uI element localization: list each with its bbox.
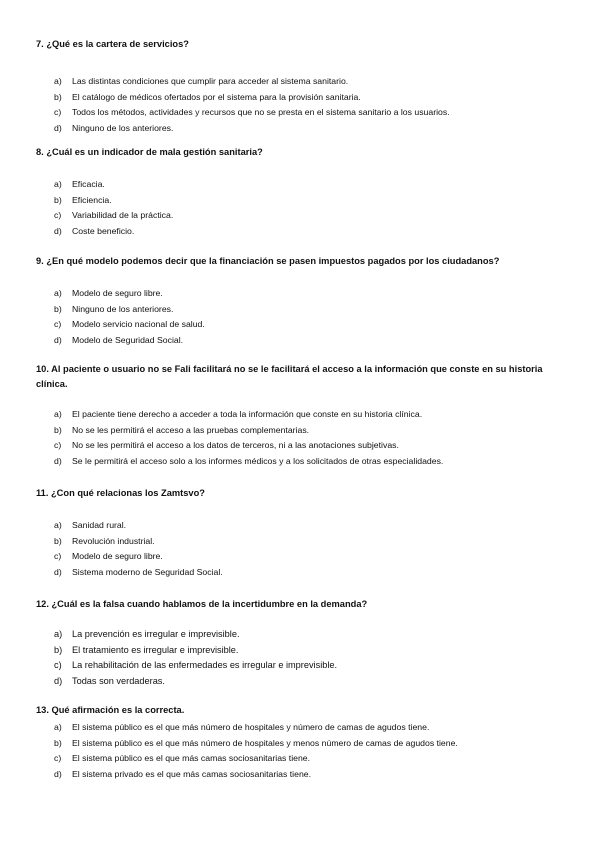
option-text: Ninguno de los anteriores. <box>72 303 174 314</box>
option-letter: d) <box>54 334 62 345</box>
question-title: 7. ¿Qué es la cartera de servicios? <box>36 39 189 49</box>
question-title: 11. ¿Con qué relacionas los Zamtsvo? <box>36 488 205 498</box>
option-letter: d) <box>54 768 62 779</box>
option-text: Sanidad rural. <box>72 520 127 530</box>
option-a <box>54 286 566 302</box>
option-letter: a) <box>54 179 62 189</box>
option-text: La prevención es irregular e imprevisible. <box>72 629 240 639</box>
option-d <box>54 565 566 581</box>
option-b <box>54 193 566 209</box>
option-letter: a) <box>54 76 62 86</box>
option-letter: c) <box>54 210 62 221</box>
option-text: El paciente tiene derecho a acceder a toda la información que conste en su historia clínica. <box>72 409 423 419</box>
option-list <box>54 74 566 136</box>
option-text: Todos los métodos, actividades y recursos que no se presta en el sistema sanitario a los usuarios. <box>72 107 450 118</box>
option-letter: d) <box>54 122 62 133</box>
option-text: El sistema privado es el que más camas sociosanitarias tiene. <box>72 768 312 779</box>
option-letter: c) <box>54 319 62 330</box>
question-10 <box>36 362 564 469</box>
option-list <box>54 518 566 580</box>
question-13 <box>36 703 566 782</box>
option-c <box>54 208 566 224</box>
option-text: Modelo de seguro libre. <box>72 288 163 298</box>
option-b <box>54 736 566 752</box>
option-c <box>54 658 566 674</box>
option-letter: b) <box>54 424 62 435</box>
question-title: 9. ¿En qué modelo podemos decir que la financiación se pasen impuestos pagados por los ciudadanos? <box>36 256 500 266</box>
option-a <box>54 627 566 643</box>
option-letter: c) <box>54 551 62 562</box>
option-a <box>54 720 566 736</box>
option-letter: b) <box>54 535 62 546</box>
option-text: Modelo de seguro libre. <box>72 551 163 562</box>
question-title: 13. Qué afirmación es la correcta. <box>36 705 185 715</box>
option-text: Se le permitirá el acceso solo a los informes médicos y a los solicitados de otras especialidades. <box>72 455 444 466</box>
option-letter: b) <box>54 644 63 655</box>
option-text: Variabilidad de la práctica. <box>72 210 174 221</box>
option-text: No se les permitirá el acceso a las pruebas complementarias. <box>72 424 310 435</box>
option-text: Modelo de Seguridad Social. <box>72 334 184 345</box>
option-letter: c) <box>54 440 62 451</box>
option-text: El catálogo de médicos ofertados por el sistema para la provisión sanitaria. <box>72 91 361 102</box>
option-text: Modelo servicio nacional de salud. <box>72 319 205 330</box>
option-d <box>54 121 566 137</box>
option-text: Ninguno de los anteriores. <box>72 122 174 133</box>
option-a <box>54 407 564 423</box>
option-b <box>54 643 566 659</box>
option-list <box>54 407 564 469</box>
option-text: La rehabilitación de las enfermedades es irregular e imprevisible. <box>72 660 338 671</box>
option-text: Coste beneficio. <box>72 225 135 236</box>
option-c <box>54 105 566 121</box>
option-letter: a) <box>54 629 63 639</box>
option-b <box>54 90 566 106</box>
option-text: Sistema moderno de Seguridad Social. <box>72 566 223 577</box>
option-text: Las distintas condiciones que cumplir para acceder al sistema sanitario. <box>72 76 349 86</box>
question-title: 10. Al paciente o usuario no se Fali facilitará no se le facilitará el acceso a la información que conste en su historia clínica. <box>36 364 543 389</box>
option-c <box>54 549 566 565</box>
option-letter: b) <box>54 303 62 314</box>
question-title: 12. ¿Cuál es la falsa cuando hablamos de la incertidumbre en la demanda? <box>36 599 368 609</box>
option-letter: a) <box>54 288 62 298</box>
option-letter: d) <box>54 675 63 686</box>
option-text: El sistema público es el que más camas sociosanitarias tiene. <box>72 753 311 764</box>
option-text: El sistema público es el que más número de hospitales y menos número de camas de agudos tiene. <box>72 737 458 748</box>
question-12 <box>36 597 566 689</box>
option-a <box>54 74 566 90</box>
option-c <box>54 438 564 454</box>
question-7 <box>36 37 566 136</box>
option-letter: a) <box>54 409 62 419</box>
option-a <box>54 518 566 534</box>
option-letter: c) <box>54 660 62 671</box>
option-text: El tratamiento es irregular e imprevisible. <box>72 644 239 655</box>
option-text: Eficiencia. <box>72 194 112 205</box>
option-d <box>54 454 564 470</box>
option-letter: c) <box>54 753 62 764</box>
option-list <box>54 177 566 239</box>
option-c <box>54 751 566 767</box>
option-c <box>54 317 566 333</box>
option-letter: d) <box>54 455 62 466</box>
option-letter: d) <box>54 566 62 577</box>
option-letter: a) <box>54 722 62 732</box>
option-d <box>54 333 566 349</box>
option-list <box>54 720 566 782</box>
option-letter: b) <box>54 194 62 205</box>
question-11 <box>36 486 566 580</box>
question-title: 8. ¿Cuál es un indicador de mala gestión sanitaria? <box>36 147 263 157</box>
option-text: Eficacia. <box>72 179 105 189</box>
option-letter: c) <box>54 107 62 118</box>
option-b <box>54 423 564 439</box>
option-letter: d) <box>54 225 62 236</box>
option-a <box>54 177 566 193</box>
option-list <box>54 286 566 348</box>
option-text: Todas son verdaderas. <box>72 675 165 686</box>
option-letter: b) <box>54 91 62 102</box>
option-b <box>54 534 566 550</box>
option-text: El sistema público es el que más número de hospitales y número de camas de agudos tiene. <box>72 722 430 732</box>
question-9 <box>36 254 566 348</box>
option-d <box>54 767 566 783</box>
option-b <box>54 302 566 318</box>
option-d <box>54 674 566 690</box>
option-d <box>54 224 566 240</box>
option-list <box>54 627 566 689</box>
option-letter: a) <box>54 520 62 530</box>
question-8 <box>36 145 566 239</box>
option-text: Revolución industrial. <box>72 535 155 546</box>
option-letter: b) <box>54 737 62 748</box>
option-text: No se les permitirá el acceso a los datos de terceros, ni a las anotaciones subjetivas. <box>72 440 399 451</box>
